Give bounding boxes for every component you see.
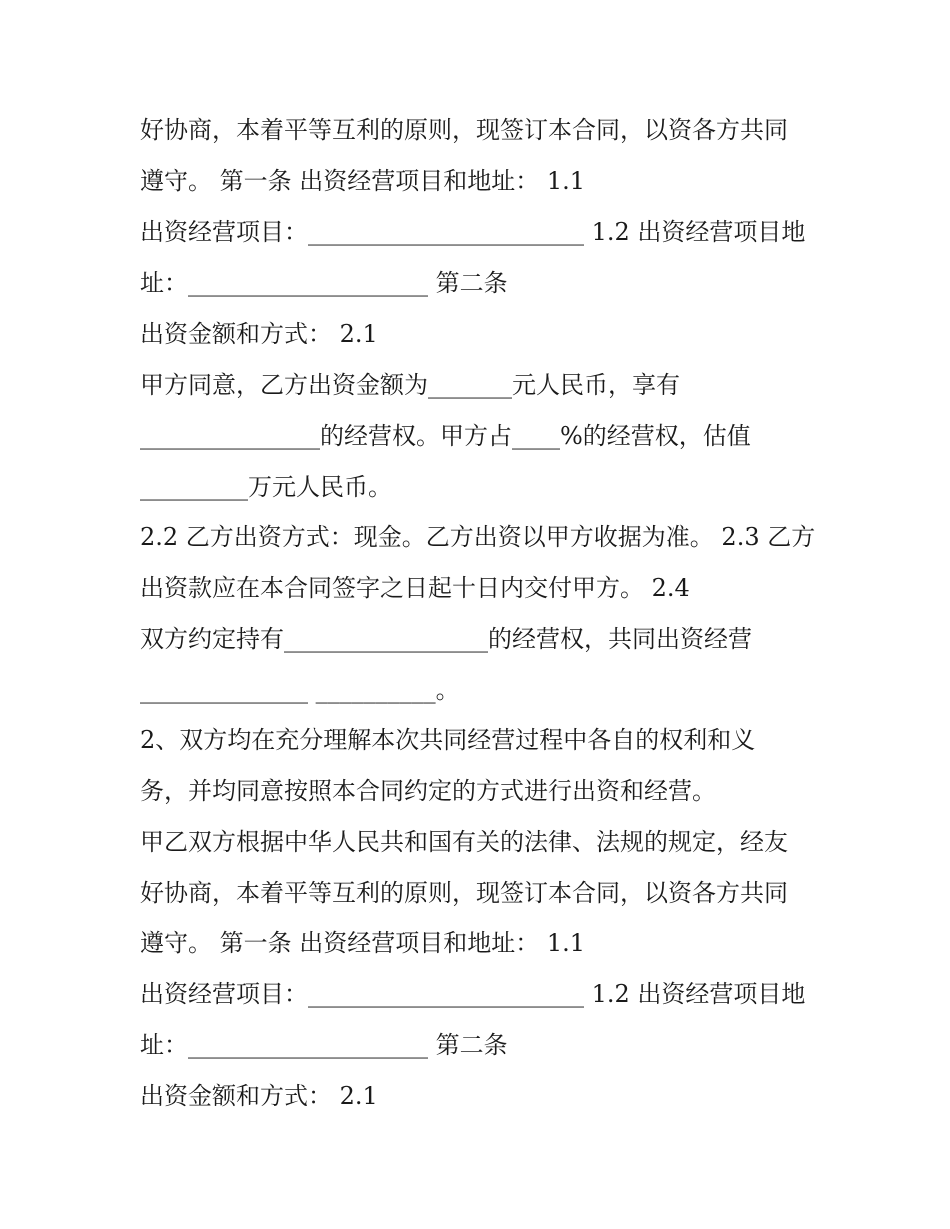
text-line: 甲乙双方根据中华人民共和国有关的法律、法规的规定，经友 [140,828,788,856]
text-line: ______________ __________。 [140,676,460,704]
text-line: 出资金额和方式： 2.1 [140,1082,378,1110]
text-line: 2、双方均在充分理解本次共同经营过程中各自的权利和义 [140,726,756,754]
text-line: _________万元人民币。 [140,473,392,501]
text-line: 务，并均同意按照本合同约定的方式进行出资和经营。 [140,777,716,805]
text-line: 出资经营项目：_______________________ 1.2 出资经营项目地 [140,218,806,246]
text-line: _______________的经营权。甲方占____%的经营权，估值 [140,422,751,450]
text-line: 2.2 乙方出资方式：现金。乙方出资以甲方收据为准。 2.3 乙方 [140,523,816,551]
text-line: 址：____________________ 第二条 [140,269,508,297]
text-line: 好协商，本着平等互利的原则，现签订本合同，以资各方共同 [140,116,788,144]
text-line: 双方约定持有_________________的经营权，共同出资经营 [140,625,752,653]
text-line: 甲方同意，乙方出资金额为_______元人民币，享有 [140,371,680,399]
text-line: 出资款应在本合同签字之日起十日内交付甲方。 2.4 [140,574,690,602]
text-line: 出资金额和方式： 2.1 [140,320,378,348]
text-line: 遵守。 第一条 出资经营项目和地址： 1.1 [140,167,586,195]
text-line: 遵守。 第一条 出资经营项目和地址： 1.1 [140,929,586,957]
text-line: 出资经营项目：_______________________ 1.2 出资经营项目地 [140,980,806,1008]
text-line: 好协商，本着平等互利的原则，现签订本合同，以资各方共同 [140,879,788,907]
text-line: 址：____________________ 第二条 [140,1031,508,1059]
